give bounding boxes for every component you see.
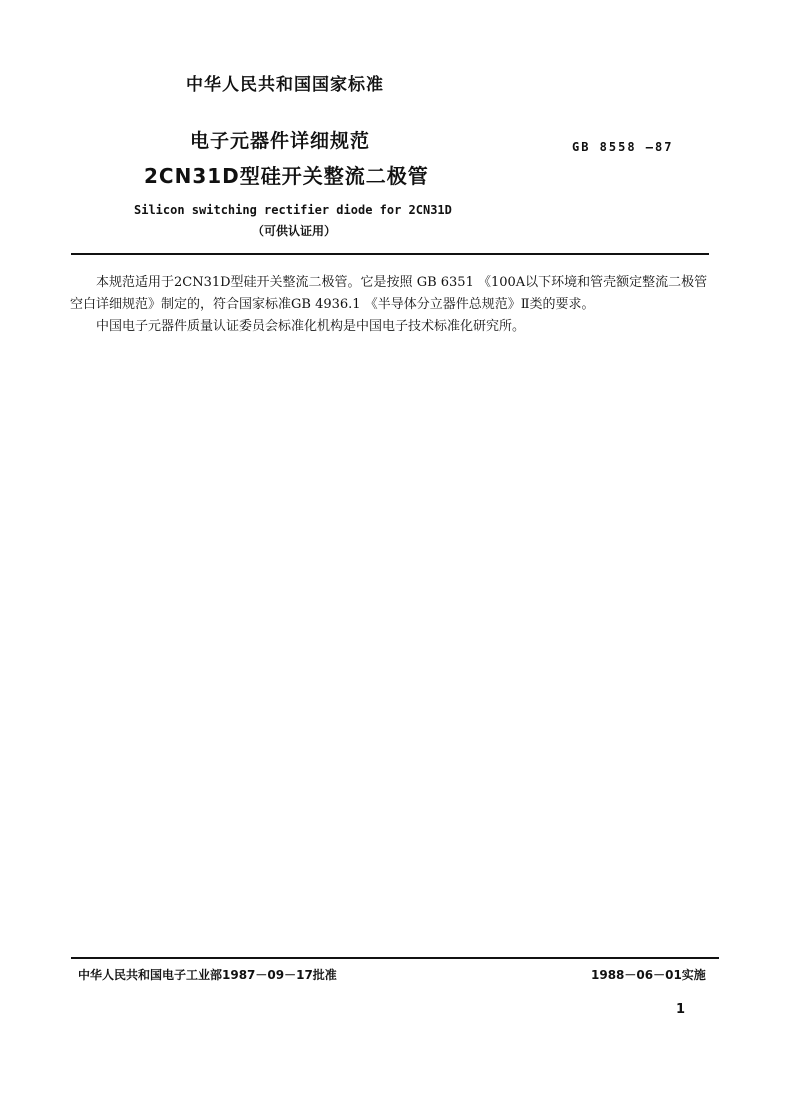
standard-number: GB 8558 —87 — [572, 140, 674, 154]
page-number: 1 — [676, 1002, 686, 1017]
standard-org-heading: 中华人民共和国国家标准 — [186, 75, 384, 95]
effective-date: 1988－06－01实施 — [591, 968, 706, 982]
body-text — [70, 272, 712, 338]
body-paragraph-authority: 中国电子元器件质量认证委员会标准化机构是中国电子技术标准化研究所。 — [96, 319, 526, 334]
english-title: Silicon switching rectifier diode for 2CN31D — [134, 203, 452, 217]
body-paragraph-scope: 本规范适用于2CN31D型硅开关整流二极管。它是按照 GB 6351 《100A以下环境和管壳额定整流二极管空白详细规范》制定的，符合国家标准GB 4936.1 《半导体分立器件总规范》Ⅱ类的要求。 — [70, 275, 708, 312]
certification-note: （可供认证用） — [252, 224, 337, 238]
footer-divider — [71, 957, 719, 959]
approval-line: 中华人民共和国电子工业部1987－09－17批准 — [78, 968, 337, 982]
product-title: 2CN31D型硅开关整流二极管 — [144, 164, 429, 188]
spec-title: 电子元器件详细规范 — [190, 130, 371, 152]
header-divider — [71, 253, 709, 255]
